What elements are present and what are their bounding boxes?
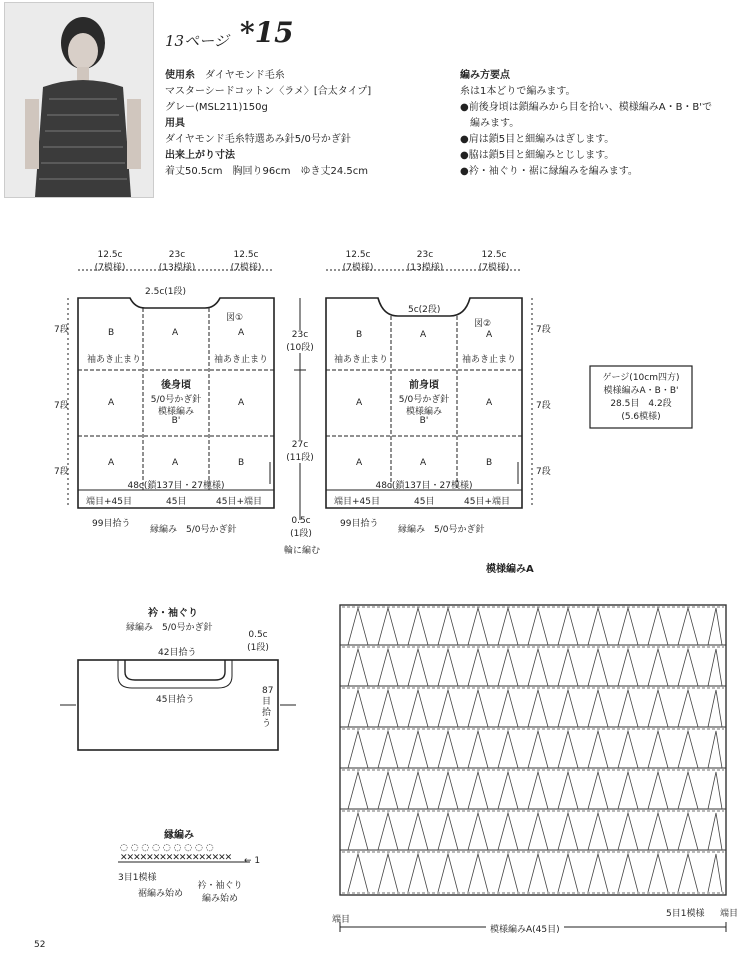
front-rows-bottom: 7段 (536, 467, 551, 477)
front-cell: A (356, 398, 363, 408)
edging-hem-start: 裾編み始め (138, 889, 184, 899)
front-bottom-width: 48c(鎖137目・27模様) (375, 481, 473, 491)
collar-method: 縁編み 5/0号かぎ針 (126, 623, 213, 633)
hem-depth: 0.5c (1段) (290, 516, 312, 539)
back-cell: A (108, 398, 115, 408)
back-width-left: 12.5c (7模様) (94, 250, 126, 273)
front-hem-mid: 45目 (414, 497, 435, 507)
pattern-a-repeat: 5目1模様 (666, 909, 705, 919)
front-cell: B (486, 458, 493, 468)
method-line: ●肩は鎖5目と細編みはぎします。 (460, 134, 615, 145)
collar-title: 衿・袖ぐり (148, 608, 198, 619)
back-rows-mid: 7段 (54, 401, 69, 411)
front-hem-left: 端目+45目 (334, 497, 380, 507)
edging-title: 縁編み (164, 830, 194, 841)
back-hem-right: 45目+端目 (216, 497, 262, 507)
picot-icons: ◌ ◌ ◌ ◌ ◌ ◌ ◌ ◌ ◌ (120, 843, 214, 853)
back-bottom-width: 48c(鎖137目・27模様) (127, 481, 225, 491)
gauge-title: ゲージ(10cm四方) (602, 373, 680, 383)
method-line: ●衿・袖ぐり・裾に縁編みを編みます。 (460, 166, 638, 177)
method-line: ●脇は鎖5目と細編みとじします。 (460, 150, 615, 161)
back-hook: 5/0号かぎ針 (150, 395, 202, 405)
pattern-a-width: 模様編みA(45目) (486, 922, 564, 935)
front-hem-right: 45目+端目 (464, 497, 510, 507)
collar-bottom-pick: 45目拾う (156, 695, 195, 705)
back-cell: A (108, 458, 115, 468)
pattern-a-edge-right: 端目 (720, 909, 739, 919)
back-pattern: 模様編み (157, 407, 194, 417)
edging-collar-start: 衿・袖ぐり 編み始め (197, 881, 243, 904)
back-rows-top: 7段 (54, 325, 69, 335)
back-armhole-right: 袖あき止まり (214, 355, 269, 365)
back-cell: A (238, 328, 245, 338)
front-pattern: 模様編み (405, 407, 442, 417)
pattern-a-edge-left: 端目 (332, 915, 351, 925)
back-armhole-left: 袖あき止まり (87, 355, 142, 365)
pattern-number: *15 (240, 16, 294, 49)
gauge-box (590, 372, 692, 424)
front-armhole-right: 袖あき止まり (462, 355, 517, 365)
method-title: 編み方要点 (460, 70, 510, 81)
page-reference: 13ページ (165, 32, 229, 50)
lower-height: 27c (11段) (282, 440, 318, 463)
yarn-name: マスターシードコットン〈ラメ〉[合太タイプ] (165, 86, 372, 97)
tools-text: ダイヤモンド毛糸特選あみ針5/0号かぎ針 (165, 134, 351, 145)
front-title: 前身頃 (409, 380, 439, 391)
back-cell: B (108, 328, 115, 338)
collar-side-pick: 87目拾う (262, 686, 274, 729)
collar-depth: 0.5c (1段) (247, 630, 269, 653)
back-width-mid: 23c (13模様) (158, 250, 196, 273)
knit-in-round: 輪に編む (284, 546, 321, 556)
back-width-right: 12.5c (7模様) (230, 250, 262, 273)
gauge-values: 28.5目 4.2段 (610, 399, 672, 409)
back-figure-ref: 図① (226, 313, 244, 323)
front-cell: A (486, 330, 493, 340)
gauge-pattern: 模様編みA・B・B' (603, 386, 679, 396)
front-armhole-left: 袖あき止まり (334, 355, 389, 365)
front-width-left: 12.5c (7模様) (342, 250, 374, 273)
back-hem-left: 端目+45目 (86, 497, 132, 507)
back-pickup: 99目拾う (92, 519, 131, 529)
size-label: 出来上がり寸法 (165, 150, 235, 161)
front-pattern-b: B' (419, 416, 429, 426)
back-cell: A (172, 328, 179, 338)
front-rows-top: 7段 (536, 325, 551, 335)
size-text: 着丈50.5cm 胸回り96cm ゆき丈24.5cm (165, 166, 368, 177)
upper-height: 23c (10段) (282, 330, 318, 353)
front-neck-depth: 5c(2段) (408, 305, 441, 315)
yarn-color: グレー(MSL211)150g (165, 102, 268, 113)
edging-stitches: ✕✕✕✕✕✕✕✕✕✕✕✕✕✕✕✕✕ (120, 853, 232, 863)
yarn-brand: ダイヤモンド毛糸 (205, 70, 285, 81)
gauge-repeats: (5.6模様) (621, 412, 661, 422)
back-cell: A (238, 398, 245, 408)
front-width-right: 12.5c (7模様) (478, 250, 510, 273)
edging-row-number: ← 1 (244, 856, 261, 866)
front-edging: 縁編み 5/0号かぎ針 (398, 525, 485, 535)
back-edging: 縁編み 5/0号かぎ針 (150, 525, 237, 535)
page-number: 52 (34, 940, 46, 950)
collar-top-pick: 42目拾う (158, 648, 197, 658)
back-cell: A (172, 458, 179, 468)
back-rows-bottom: 7段 (54, 467, 69, 477)
front-cell: A (356, 458, 363, 468)
front-rows-mid: 7段 (536, 401, 551, 411)
back-pattern-b: B' (171, 416, 181, 426)
back-cell: B (238, 458, 245, 468)
front-width-mid: 23c (13模様) (406, 250, 444, 273)
front-cell: A (420, 330, 427, 340)
front-cell: A (486, 398, 493, 408)
pattern-a-title: 模様編みA (486, 564, 534, 575)
method-line: 編みます。 (470, 118, 520, 129)
edging-repeat: 3目1模様 (118, 873, 157, 883)
front-cell: A (420, 458, 427, 468)
yarn-label: 使用糸 (165, 70, 195, 81)
method-line: ●前後身頃は鎖編みから目を拾い、模様編みA・B・B'で (460, 102, 713, 113)
back-neck-depth: 2.5c(1段) (145, 287, 187, 297)
front-hook: 5/0号かぎ針 (398, 395, 450, 405)
back-hem-mid: 45目 (166, 497, 187, 507)
back-title: 後身頃 (161, 380, 191, 391)
tools-label: 用具 (165, 118, 185, 129)
front-figure-ref: 図② (474, 319, 492, 329)
method-line: 糸は1本どりで編みます。 (460, 86, 576, 97)
front-cell: B (356, 330, 363, 340)
front-pickup: 99目拾う (340, 519, 379, 529)
